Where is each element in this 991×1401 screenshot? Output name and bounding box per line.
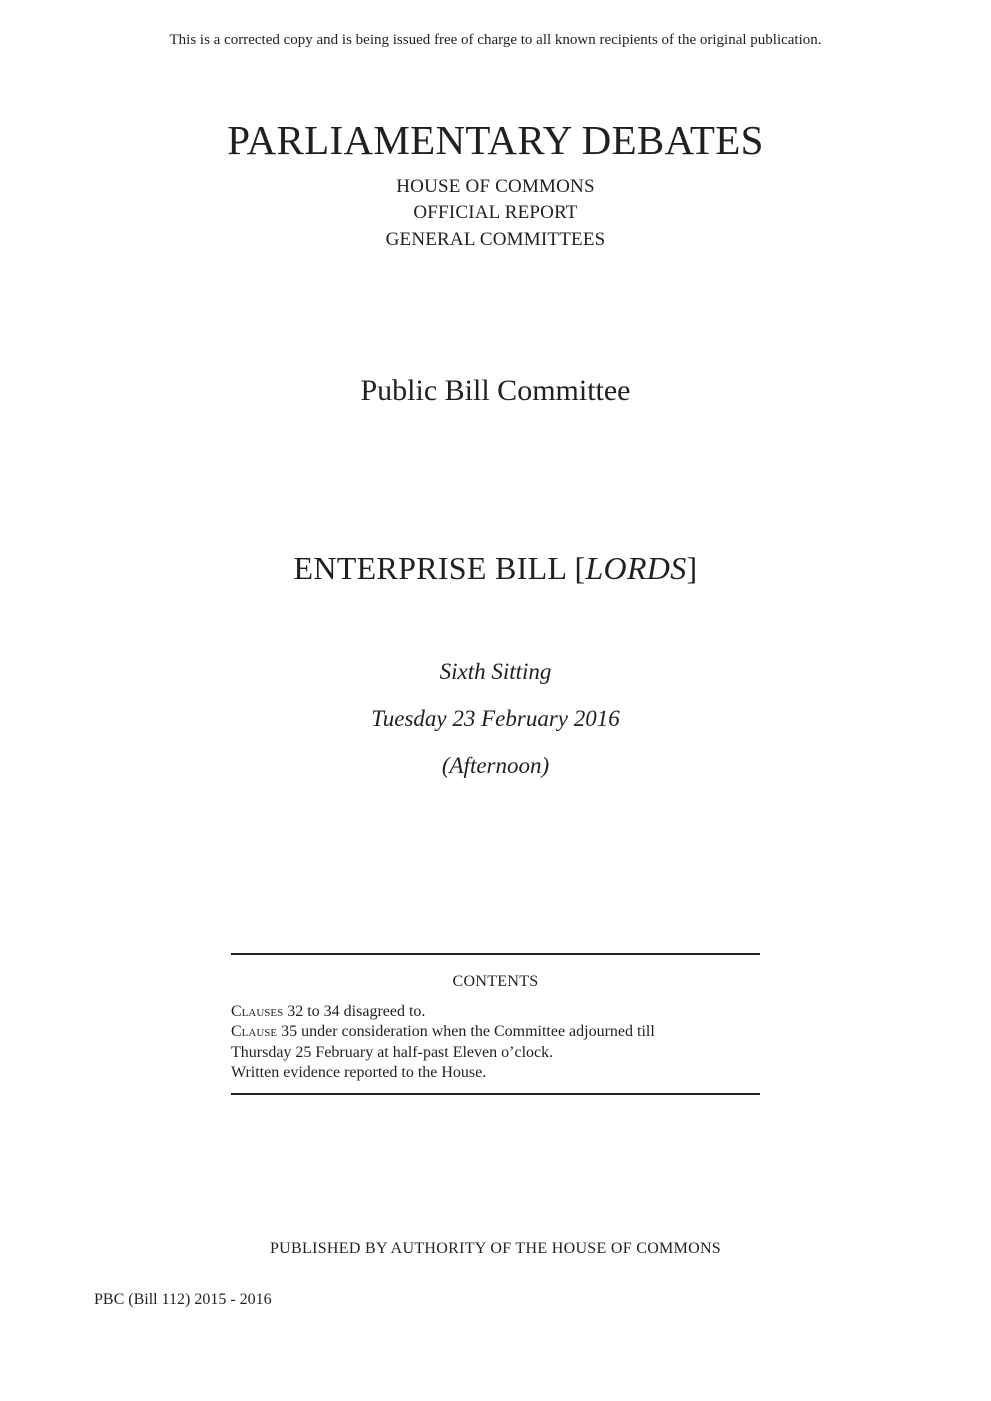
sitting-session: (Afternoon) [441, 753, 550, 778]
contents-item-text: 35 under consideration when the Committee adjourned till [277, 1023, 655, 1041]
sitting-date: Tuesday 23 February 2016 [371, 706, 620, 731]
contents-bottom-rule [231, 1093, 760, 1095]
contents-heading: CONTENTS [452, 973, 539, 990]
bill-title [0, 549, 991, 587]
contents-item-text: 32 to 34 disagreed to. [283, 1003, 426, 1020]
bill-bracket-close: ] [686, 550, 698, 586]
correction-note: This is a corrected copy and is being issued free of charge to all known recipients of the original publication. [169, 32, 822, 48]
contents-item [231, 1022, 760, 1042]
contents-item [231, 1063, 760, 1083]
contents-list [231, 1002, 760, 1083]
subtitle-house: HOUSE OF COMMONS [396, 176, 595, 197]
contents-item-text: Written evidence reported to the House. [231, 1063, 487, 1081]
committee-name: Public Bill Committee [360, 374, 631, 407]
bill-name: ENTERPRISE BILL [293, 550, 567, 586]
contents-item-text: Thursday 25 February at half-past Eleven o’clock. [231, 1043, 554, 1061]
sitting-number: Sixth Sitting [439, 659, 552, 684]
contents-item [231, 1002, 760, 1022]
contents-item-lead: Clauses [231, 1003, 284, 1020]
bill-house: LORDS [585, 550, 687, 586]
bill-bracket-open: [ [574, 550, 586, 586]
publisher-line: PUBLISHED BY AUTHORITY OF THE HOUSE OF COMMONS [269, 1240, 722, 1257]
document-reference: PBC (Bill 112) 2015 - 2016 [94, 1291, 272, 1308]
contents-item-lead: Clause [231, 1023, 278, 1041]
subtitle-report: OFFICIAL REPORT [413, 202, 578, 223]
subtitle-committees: GENERAL COMMITTEES [385, 229, 606, 250]
contents-item [231, 1043, 760, 1063]
page-title: PARLIAMENTARY DEBATES [227, 117, 764, 163]
contents-top-rule [231, 953, 760, 955]
